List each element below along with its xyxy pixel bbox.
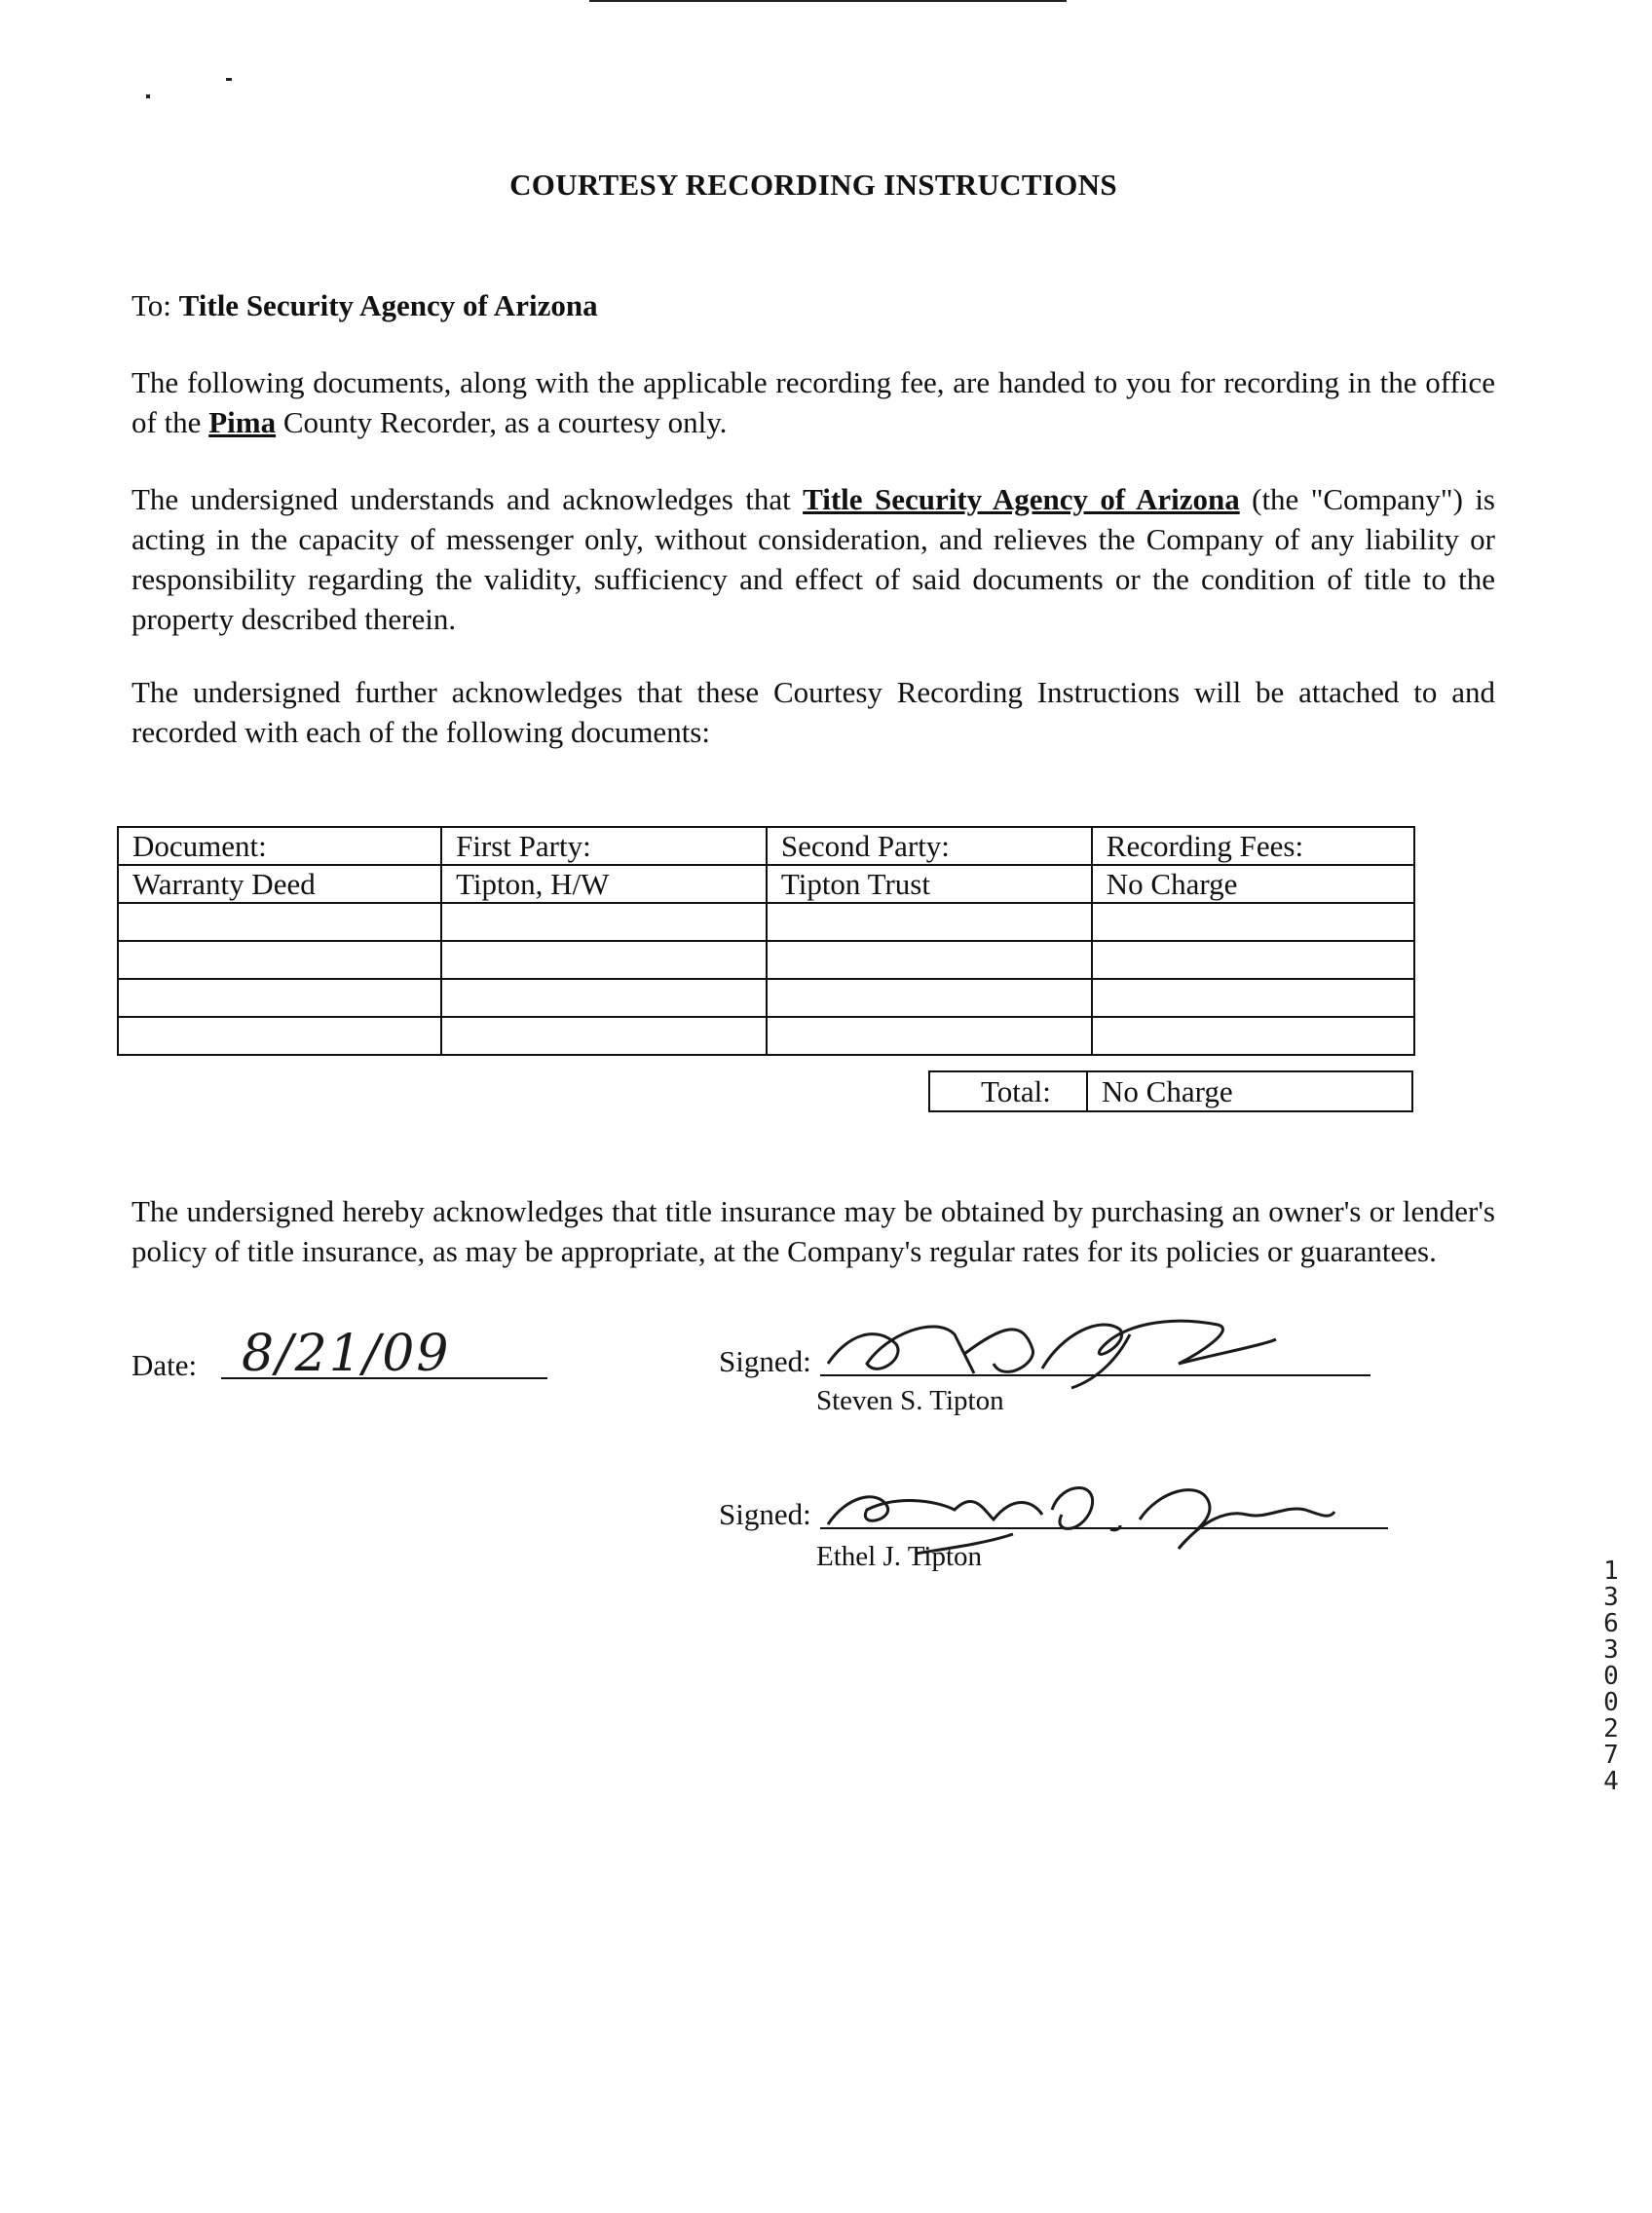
table-row	[118, 903, 1414, 941]
table-header: Document:	[118, 827, 441, 865]
table-row	[118, 865, 1414, 903]
recording-number: 13630 0274	[1603, 1557, 1619, 1796]
scan-speck	[226, 78, 232, 81]
top-scan-line	[589, 0, 1067, 2]
table-cell	[118, 941, 441, 979]
table-cell	[118, 979, 441, 1017]
table-cell: Warranty Deed	[118, 865, 441, 903]
table-row	[118, 979, 1414, 1017]
signed-label: Signed:	[719, 1497, 811, 1531]
signer-name-2: Ethel J. Tipton	[816, 1541, 983, 1572]
table-cell	[1092, 979, 1414, 1017]
paragraph-recording: The following documents, along with the applicable recording fee, are handed to you for recording in the office of the Pima County Recorder, as a courtesy only.	[131, 365, 1495, 439]
table-header: First Party:	[441, 827, 767, 865]
documents-table	[117, 826, 1415, 1056]
to-prefix: To:	[131, 288, 171, 322]
table-cell	[118, 1017, 441, 1055]
table-cell	[767, 903, 1092, 941]
date-label: Date:	[131, 1348, 198, 1382]
total-box	[928, 1070, 1413, 1112]
table-cell	[1092, 1017, 1414, 1055]
table-cell	[767, 1017, 1092, 1055]
handwritten-date: 8/21/09	[242, 1325, 451, 1383]
paragraph-attachment: The undersigned further acknowledges that these Courtesy Recording Instructions will be attached to and recorded with each of the following documents:	[131, 675, 1495, 749]
table-cell	[441, 979, 767, 1017]
table-cell	[1092, 941, 1414, 979]
signer-name-1: Steven S. Tipton	[816, 1385, 1004, 1416]
table-cell	[441, 903, 767, 941]
addressee-line	[131, 288, 598, 323]
paragraph-acknowledgement: The undersigned understands and acknowledges that Title Security Agency of Arizona (the "Company") is acting in the capacity of messenger only, without consideration, and relieves the Company of any liability or responsibility regarding the validity, sufficiency and effect of said documents or the condition of title to the property described therein.	[131, 482, 1495, 636]
table-row	[118, 1017, 1414, 1055]
table-cell	[441, 941, 767, 979]
company-name: Title Security Agency of Arizona	[803, 482, 1240, 516]
table-cell	[767, 941, 1092, 979]
county-name: Pima	[208, 405, 277, 439]
table-cell	[767, 979, 1092, 1017]
signed-label: Signed:	[719, 1344, 811, 1378]
table-header-row	[118, 827, 1414, 865]
table-cell	[118, 903, 441, 941]
scan-speck	[146, 94, 150, 98]
total-value: No Charge	[1102, 1074, 1233, 1108]
table-cell	[1092, 903, 1414, 941]
table-header: Recording Fees:	[1092, 827, 1414, 865]
table-cell: No Charge	[1092, 865, 1414, 903]
table-header: Second Party:	[767, 827, 1092, 865]
total-label: Total:	[930, 1072, 1088, 1110]
paragraph-title-insurance: The undersigned hereby acknowledges that title insurance may be obtained by purchasing an owner's or lender's policy of title insurance, as may be appropriate, at the Company's regular rates for its policies or guarantees.	[131, 1194, 1495, 1268]
table-cell: Tipton, H/W	[441, 865, 767, 903]
addressee-company: Title Security Agency of Arizona	[178, 288, 598, 322]
table-cell: Tipton Trust	[767, 865, 1092, 903]
page-title: COURTESY RECORDING INSTRUCTIONS	[509, 168, 1117, 202]
table-row	[118, 941, 1414, 979]
table-cell	[441, 1017, 767, 1055]
